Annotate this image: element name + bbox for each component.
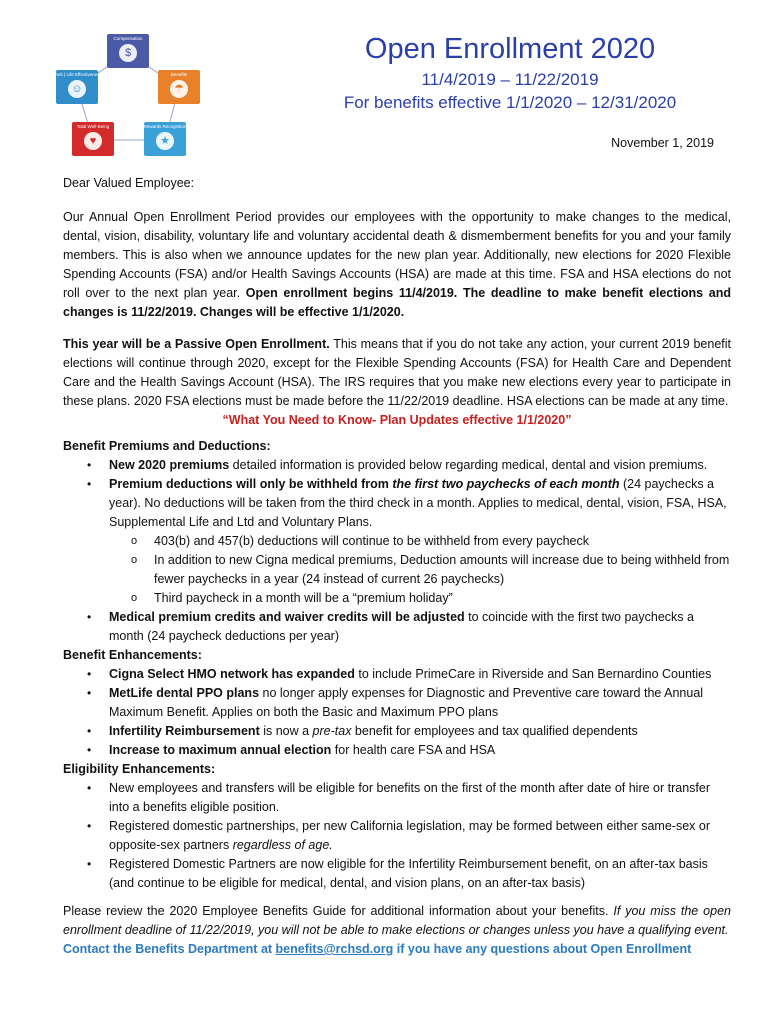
bullet-text: to coincide with the first two paychecks a month (24 paycheck deductions per year) [109, 610, 694, 643]
benefits-email-link[interactable]: benefits@rchsd.org [275, 942, 394, 956]
person-icon: ♥ [84, 132, 102, 150]
enrollment-dates: 11/4/2019 – 11/22/2019 [421, 70, 599, 89]
bullet-bold: New 2020 premiums [109, 458, 230, 472]
eligibility-list [63, 779, 731, 893]
logo-tile-recognition [144, 122, 186, 156]
list-item [63, 684, 731, 722]
bullet-text: is now a [259, 724, 313, 738]
umbrella-icon: ☂ [170, 80, 188, 98]
contact-text: if you have any questions about Open Enrollment [393, 942, 692, 956]
bullet-icon: • [87, 781, 92, 795]
bullet-bold: Premium deductions will only be withheld from [109, 477, 393, 491]
list-item [63, 608, 731, 646]
contact-line [63, 940, 731, 959]
bullet-icon: • [87, 857, 92, 871]
sub-list-item [109, 551, 731, 589]
bullet-icon: • [87, 743, 92, 757]
bullet-text: no longer apply expenses for Diagnostic and Preventive care toward the Annual Maximum Benefit. Applies on both the Basic and Maximum PPO plans [109, 686, 704, 719]
bullet-text: Registered domestic partnerships, per new California legislation, may be formed between either same-sex or opposite-sex partners [109, 819, 710, 852]
page-title: Open Enrollment 2020 [364, 33, 656, 65]
bullet-bold: Infertility Reimbursement [109, 724, 260, 738]
bullet-bold: Medical premium credits and waiver credits will be adjusted [109, 610, 465, 624]
bullet-text: for health care FSA and HSA [331, 743, 496, 757]
list-item [63, 456, 731, 475]
logo-tile-well-being [72, 122, 114, 156]
family-icon: ☺ [68, 80, 86, 98]
money-icon: $ [119, 44, 137, 62]
eligibility-heading: Eligibility Enhancements: [63, 762, 216, 776]
sub-bullet-text: In addition to new Cigna medical premiums, Deduction amounts will increase due to being withheld from fewer paychecks in a year (24 instead of current 26 paychecks) [154, 553, 730, 586]
bullet-bold: Increase to maximum annual election [109, 743, 332, 757]
list-item [63, 722, 731, 741]
plan-updates-heading: “What You Need to Know- Plan Updates effective 1/1/2020” [222, 413, 572, 427]
list-item [63, 817, 731, 855]
passive-enrollment-bold: This year will be a Passive Open Enrollment. [63, 337, 330, 351]
letter-body [63, 174, 731, 959]
list-item [63, 475, 731, 608]
logo-tile-benefits [158, 70, 200, 104]
deductions-sublist [109, 532, 731, 608]
bullet-icon: • [87, 477, 92, 491]
passive-enrollment-paragraph [63, 335, 731, 411]
bullet-icon: • [87, 458, 92, 472]
list-item [63, 855, 731, 893]
bullet-text: to include PrimeCare in Riverside and San Bernardino Counties [354, 667, 712, 681]
logo-tile-label: Work | Life Effectiveness [52, 72, 102, 77]
premiums-heading: Benefit Premiums and Deductions: [63, 439, 271, 453]
bullet-icon: • [87, 686, 92, 700]
sub-list-item [109, 532, 731, 551]
benefits-effective-dates: For benefits effective 1/1/2020 – 12/31/2020 [343, 93, 677, 112]
letter-date: November 1, 2019 [611, 136, 714, 150]
bullet-text: detailed information is provided below regarding medical, dental and vision premiums. [229, 458, 708, 472]
sub-bullet-text: Third paycheck in a month will be a “premium holiday” [154, 591, 453, 605]
list-item [63, 779, 731, 817]
deadline-warning: If you miss the open enrollment deadline of 11/22/2019, you will not be able to make elections or changes unless you have a qualifying event. [63, 904, 731, 937]
logo-tile-label: Rewards Recognition [143, 124, 187, 129]
passive-enrollment-text: This means that if you do not take any action, your current 2019 benefit elections will continue through 2020, except for the Flexible Spending Accounts (FSA) for Health Care and Dependent Care and the Health Savings Account (HSA). The IRS requires that you make new elections every year to participate in these plans. 2020 FSA elections must be made before the 11/22/2019 deadline. HSA elections can be made at any time. [63, 337, 731, 408]
bullet-bold-italic: the first two paychecks of each month [392, 477, 620, 491]
intro-paragraph [63, 208, 731, 322]
contact-text: Contact the Benefits Department at [63, 942, 276, 956]
logo-tile-label: Compensation [113, 36, 143, 41]
logo-tile-compensation [107, 34, 149, 68]
enrollment-deadline-text: Open enrollment begins 11/4/2019. The deadline to make benefit elections and changes is 11/22/2019. Changes will be effective 1/1/2020. [63, 286, 731, 319]
bullet-bold: MetLife dental PPO plans [109, 686, 260, 700]
enhancements-list [63, 665, 731, 760]
closing-paragraph [63, 902, 731, 940]
intro-text: Our Annual Open Enrollment Period provides our employees with the opportunity to make changes to the medical, dental, vision, disability, voluntary life and voluntary accidental death & dismemberment benefits for you and your family members. This is also when we announce updates for the new plan year. Additionally, new elections for 2020 Flexible Spending Accounts (FSA) and/or Health Savings Accounts (HSA) are made at this time. FSA and HSA elections do not roll over to the next plan year. [63, 210, 731, 300]
trophy-icon: ★ [156, 132, 174, 150]
sub-bullet-icon: o [131, 535, 138, 547]
logo-tile-label: Benefits [170, 72, 188, 77]
bullet-icon: • [87, 610, 92, 624]
sub-list-item [109, 589, 731, 608]
bullet-text: Registered Domestic Partners are now eligible for the Infertility Reimbursement benefit, on an after-tax basis (and continue to be eligible for medical, dental, and vision plans, on an after-tax basis) [109, 857, 708, 890]
bullet-icon: • [87, 667, 92, 681]
logo-tile-label: Total Well-Being [76, 124, 110, 129]
bullet-text: New employees and transfers will be eligible for benefits on the first of the month after date of hire or transfer into a benefits eligible position. [109, 781, 711, 814]
salutation: Dear Valued Employee: [63, 176, 195, 190]
sub-bullet-text: 403(b) and 457(b) deductions will continue to be withheld from every paycheck [154, 534, 589, 548]
list-item [63, 665, 731, 684]
enhancements-heading: Benefit Enhancements: [63, 648, 202, 662]
list-item [63, 741, 731, 760]
bullet-italic: pre-tax [312, 724, 352, 738]
total-rewards-logo [44, 30, 224, 160]
bullet-text: (24 paychecks a year). No deductions will be taken from the third check in a month. Applies to medical, dental, vision, FSA, HSA, Supplemental Life and Ltd and Voluntary Plans. [109, 477, 727, 529]
bullet-icon: • [87, 724, 92, 738]
closing-text: Please review the 2020 Employee Benefits Guide for additional information about your benefits. [63, 904, 614, 918]
logo-tile-work-life [52, 70, 102, 104]
sub-bullet-icon: o [131, 554, 138, 566]
bullet-bold: Cigna Select HMO network has expanded [109, 667, 355, 681]
premiums-list [63, 456, 731, 646]
sub-bullet-icon: o [131, 592, 138, 604]
bullet-italic: regardless of age. [232, 838, 333, 852]
bullet-text: benefit for employees and tax qualified dependents [351, 724, 638, 738]
bullet-icon: • [87, 819, 92, 833]
